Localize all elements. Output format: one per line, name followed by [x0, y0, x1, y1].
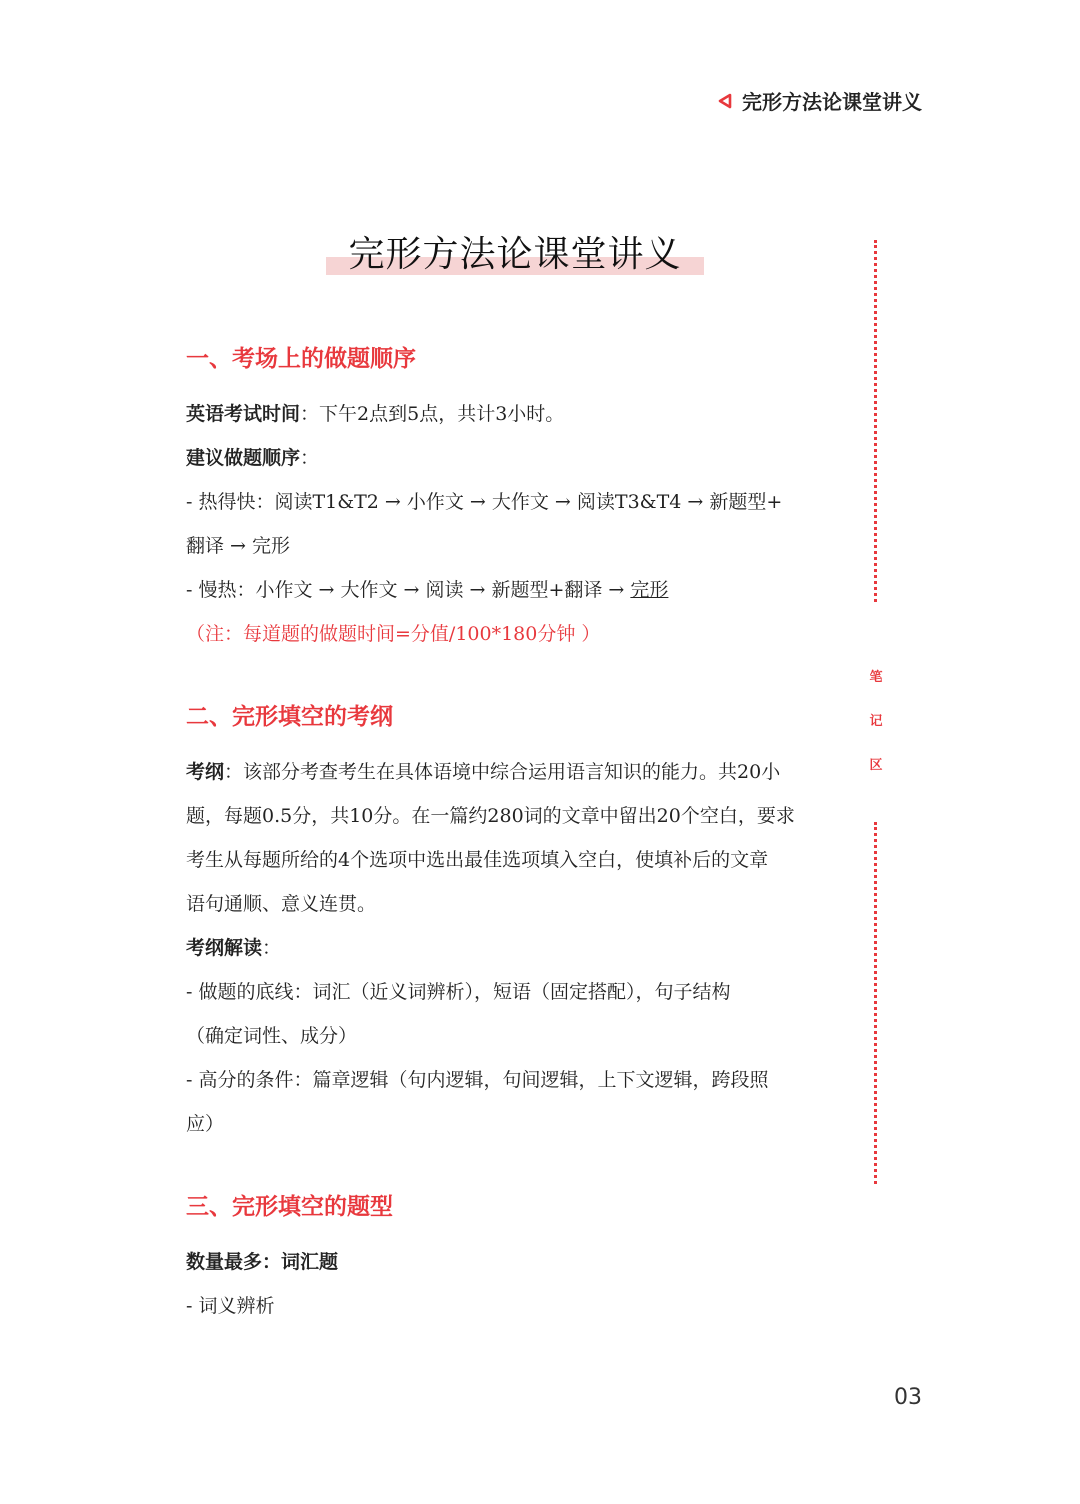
triangle-left-icon — [718, 93, 732, 109]
fast-order-line-1: - 热得快：阅读T1&T2 → 小作文 → 大作文 → 阅读T3&T4 → 新题型+ — [186, 491, 783, 513]
exam-time-line — [186, 392, 838, 436]
exam-time-label: 英语考试时间 — [186, 403, 301, 425]
slow-order-last: 完形 — [630, 579, 669, 601]
notes-divider-bottom — [874, 822, 877, 1184]
section3-heading: 三、完形填空的题型 — [186, 1194, 393, 1220]
notes-label-char: 区 — [869, 758, 883, 773]
section1-heading: 一、考场上的做题顺序 — [186, 346, 416, 372]
section2-heading: 二、完形填空的考纲 — [186, 704, 393, 730]
document-title-text: 完形方法论课堂讲义 — [348, 234, 682, 275]
time-note: （注：每道题的做题时间=分值/100*180分钟 ） — [186, 623, 601, 645]
most-common-label: 数量最多：词汇题 — [186, 1251, 339, 1273]
baseline-line-1: - 做题的底线：词汇（近义词辨析），短语（固定搭配），句子结构 — [186, 981, 731, 1003]
baseline-line-2: （确定词性、成分） — [186, 1025, 358, 1047]
order-label: 建议做题顺序 — [186, 447, 301, 469]
outline-line-4: 语句通顺、意义连贯。 — [186, 893, 377, 915]
outline-line-3: 考生从每题所给的4个选项中选出最佳选项填入空白，使填补后的文章 — [186, 849, 769, 871]
high-score-line-1: - 高分的条件：篇章逻辑（句内逻辑，句间逻辑，上下文逻辑，跨段照 — [186, 1069, 769, 1091]
slow-order-line — [186, 568, 838, 612]
slow-order-text: - 慢热：小作文 → 大作文 → 阅读 → 新题型+翻译 → — [186, 579, 631, 601]
high-score-line-2: 应） — [186, 1113, 225, 1135]
notes-label-char: 笔 — [869, 670, 883, 685]
order-colon: ： — [300, 447, 320, 469]
list-item: - 词义辨析 — [186, 1295, 275, 1317]
exam-time-value: ：下午2点到5点，共计3小时。 — [300, 403, 565, 425]
page-number: 03 — [894, 1385, 922, 1410]
notes-label-char: 记 — [869, 714, 883, 729]
outline-line-1 — [186, 750, 838, 794]
header-title: 完形方法论课堂讲义 — [742, 90, 922, 114]
fast-order-line-2: 翻译 → 完形 — [186, 535, 290, 557]
outline-line-2: 题，每题0.5分，共10分。在一篇约280词的文章中留出20个空白，要求 — [186, 805, 795, 827]
outline-text-1: ：该部分考查考生在具体语境中综合运用语言知识的能力。共20小 — [224, 761, 781, 783]
reading-colon: ： — [262, 937, 282, 959]
outline-label: 考纲 — [186, 761, 225, 783]
notes-divider-top — [874, 240, 877, 602]
order-label-line — [186, 436, 838, 480]
reading-label: 考纲解读 — [186, 937, 263, 959]
notes-area-label — [866, 656, 886, 788]
reading-label-line — [186, 926, 838, 970]
running-header — [718, 86, 922, 115]
